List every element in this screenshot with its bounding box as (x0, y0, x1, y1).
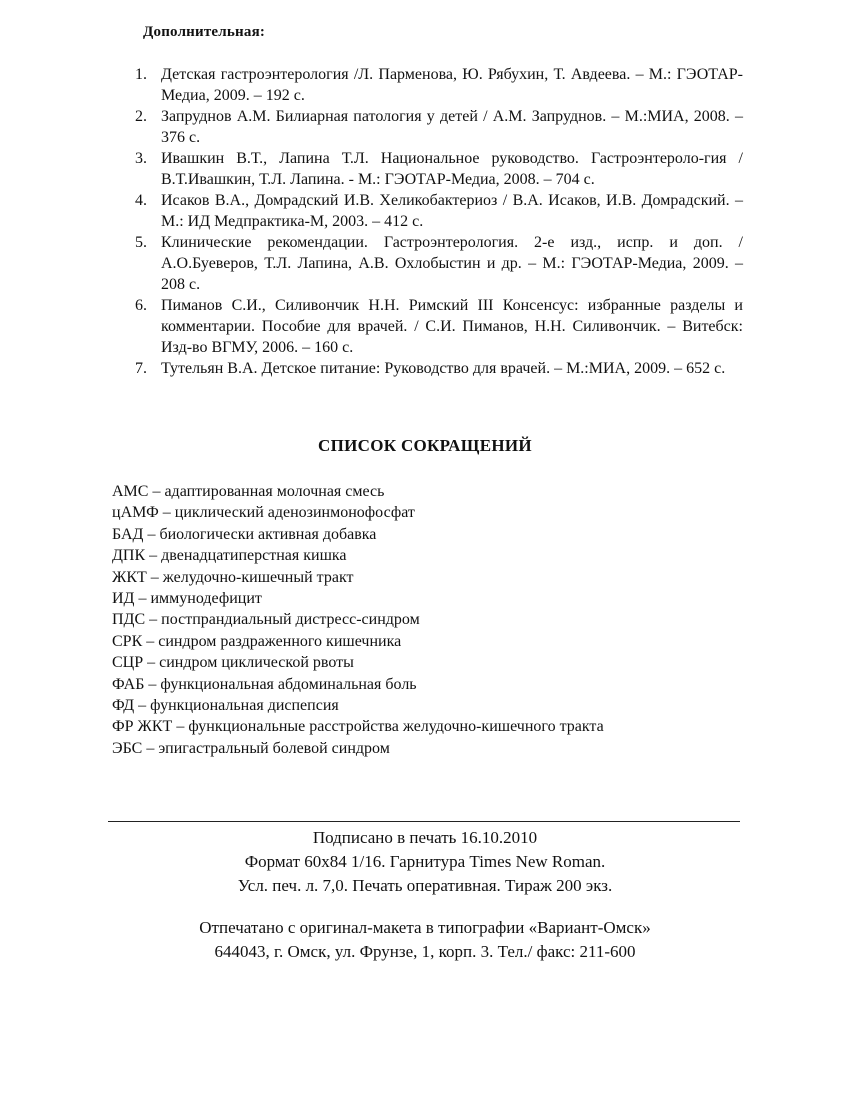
reference-item (135, 190, 743, 232)
reference-text: Запруднов А.М. Билиарная патология у детей / А.М. Запруднов. – М.:МИА, 2008. – 376 с. (161, 108, 743, 146)
imprint-block (0, 826, 850, 898)
reference-text: Исаков В.А., Домрадский И.В. Хеликобактериоз / В.А. Исаков, И.В. Домрадский. – М.: ИД Медпрактика-М, 2003. – 412 с. (161, 192, 743, 230)
reference-item (135, 295, 743, 358)
reference-number: 3. (135, 150, 147, 167)
abbreviation-item: ДПК – двенадцатиперстная кишка (112, 547, 347, 565)
abbreviation-item: ФД – функциональная диспепсия (112, 697, 339, 715)
reference-number: 4. (135, 192, 147, 209)
reference-text: Пиманов С.И., Силивончик Н.Н. Римский III Консенсус: избранные разделы и комментарии. Пособие для врачей. / С.И. Пиманов, Н.Н. Силивончик. – Витебск: Изд-во ВГМУ, 2006. – 160 с. (161, 297, 743, 356)
reference-number: 6. (135, 297, 147, 314)
abbreviation-item: ИД – иммунодефицит (112, 590, 262, 608)
reference-item (135, 358, 743, 379)
abbreviation-item: БАД – биологически активная добавка (112, 525, 377, 543)
printer-address-line: 644043, г. Омск, ул. Фрунзе, 1, корп. 3. Тел./ факс: 211-600 (214, 942, 636, 961)
additional-literature-heading: Дополнительная: (143, 24, 266, 40)
reference-number: 1. (135, 66, 147, 83)
reference-number: 2. (135, 108, 147, 125)
reference-item (135, 232, 743, 295)
reference-number: 7. (135, 360, 147, 377)
reference-list (135, 64, 743, 379)
printer-block (0, 916, 850, 964)
abbreviation-item: ПДС – постпрандиальный дистресс-синдром (112, 611, 420, 629)
reference-item (135, 106, 743, 148)
format-line: Формат 60х84 1/16. Гарнитура Times New Roman. (244, 852, 606, 871)
reference-text: Клинические рекомендации. Гастроэнтерология. 2-е изд., испр. и доп. / А.О.Буеверов, Т.Л. Лапина, А.В. Охлобыстин и др. – М.: ГЭОТАР-Медиа, 2009. – 208 с. (161, 234, 743, 293)
abbreviation-item: ФАБ – функциональная абдоминальная боль (112, 675, 417, 693)
abbreviation-item: ЭБС – эпигастральный болевой синдром (112, 739, 390, 757)
abbreviation-item: ЖКТ – желудочно-кишечный тракт (112, 568, 354, 586)
abbreviations-list (112, 481, 752, 759)
abbreviation-item: цАМФ – циклический аденозинмонофосфат (112, 504, 415, 522)
abbreviation-item: АМС – адаптированная молочная смесь (112, 483, 385, 500)
imprint-divider (108, 821, 740, 822)
reference-text: Тутельян В.А. Детское питание: Руководство для врачей. – М.:МИА, 2009. – 652 с. (161, 360, 726, 377)
abbreviations-title: СПИСОК СОКРАЩЕНИЙ (318, 436, 532, 455)
reference-text: Детская гастроэнтерология /Л. Парменова, Ю. Рябухин, Т. Авдеева. – М.: ГЭОТАР-Медиа, 2009. – 192 с. (161, 66, 743, 104)
abbreviation-item: СЦР – синдром циклической рвоты (112, 654, 354, 672)
reference-item (135, 64, 743, 106)
printed-by-line: Отпечатано с оригинал-макета в типографии «Вариант-Омск» (199, 918, 651, 937)
abbreviation-item: ФР ЖКТ – функциональные расстройства желудочно-кишечного тракта (112, 718, 604, 736)
reference-item (135, 148, 743, 190)
signed-for-print-line: Подписано в печать 16.10.2010 (312, 828, 538, 847)
reference-text: Ивашкин В.Т., Лапина Т.Л. Национальное руководство. Гастроэнтероло-гия /В.Т.Ивашкин, Т.Л. Лапина. - М.: ГЭОТАР-Медиа, 2008. – 704 с. (161, 150, 743, 188)
print-run-line: Усл. печ. л. 7,0. Печать оперативная. Тираж 200 экз. (237, 876, 613, 895)
abbreviation-item: СРК – синдром раздраженного кишечника (112, 632, 402, 650)
reference-number: 5. (135, 234, 147, 251)
